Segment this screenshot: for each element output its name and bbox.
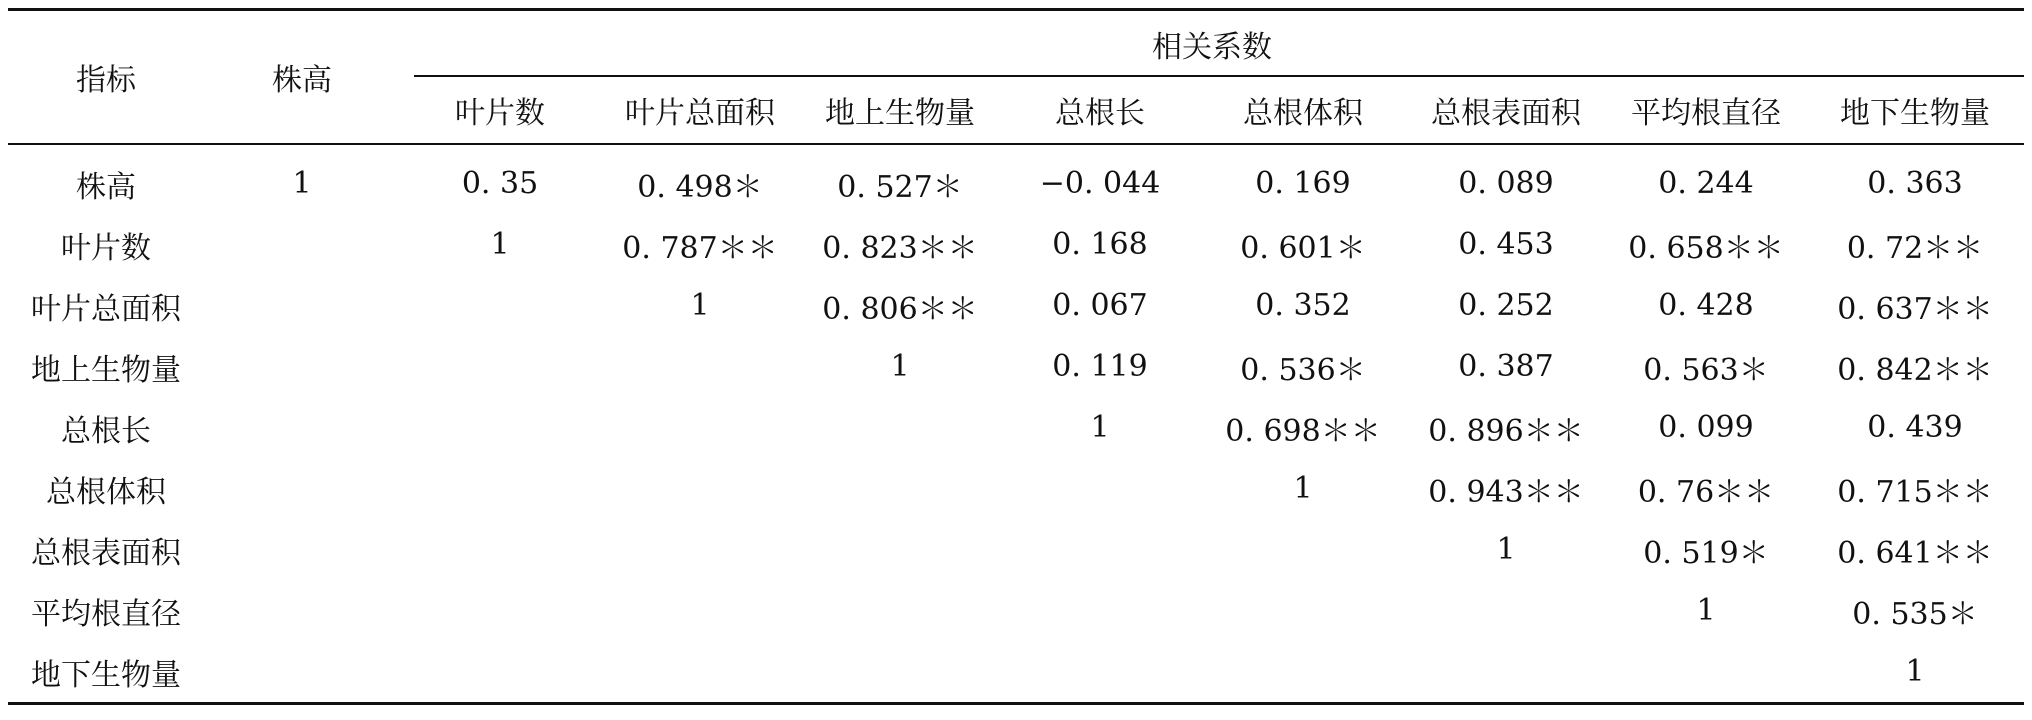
table-cell: 0. 244 (1658, 166, 1754, 201)
col-header: 叶片总面积 (600, 77, 800, 144)
table-cell (400, 397, 600, 458)
row-label: 总根长 (61, 413, 151, 449)
table-cell: 1 (1806, 641, 2024, 704)
table-cell (600, 641, 800, 704)
table-cell (1000, 580, 1200, 641)
table-cell (600, 580, 800, 641)
table-cell: 0. 72＊＊ (1846, 230, 1984, 266)
col-header: 平均根直径 (1606, 77, 1806, 144)
table-cell (1406, 580, 1606, 641)
table-cell (800, 458, 1000, 519)
correlation-table (8, 8, 2024, 705)
table-cell (1000, 519, 1200, 580)
table-cell (204, 458, 400, 519)
table-cell (204, 336, 400, 397)
row-label: 平均根直径 (31, 596, 181, 632)
col-header: 叶片数 (400, 77, 600, 144)
table-cell (800, 397, 1000, 458)
row-label: 叶片数 (61, 230, 151, 266)
table-cell: 0. 527＊ (837, 169, 963, 205)
table-cell (400, 458, 600, 519)
table-cell: 0. 943＊＊ (1428, 474, 1584, 510)
table-cell: 0. 823＊＊ (822, 230, 978, 266)
table-cell (600, 519, 800, 580)
table-cell (800, 519, 1000, 580)
table-row (8, 336, 2024, 397)
row-label: 总根体积 (46, 474, 166, 510)
table-cell (204, 275, 400, 336)
col-header-plant-height: 株高 (204, 10, 400, 145)
table-cell: 0. 715＊＊ (1837, 474, 1993, 510)
table-cell (204, 397, 400, 458)
table-cell (400, 336, 600, 397)
table-cell (204, 519, 400, 580)
row-label: 株高 (76, 169, 136, 205)
table-cell: 0. 168 (1052, 227, 1148, 262)
table-cell (400, 580, 600, 641)
table-cell: 0. 806＊＊ (822, 291, 978, 327)
table-cell: 0. 787＊＊ (622, 230, 778, 266)
table-row (8, 144, 2024, 214)
table-cell: 0. 76＊＊ (1637, 474, 1775, 510)
col-header: 总根长 (1000, 77, 1200, 144)
table-cell (1200, 641, 1406, 704)
table-cell: 0. 535＊ (1852, 596, 1978, 632)
table-row (8, 214, 2024, 275)
group-header: 相关系数 (400, 10, 2024, 78)
col-header: 地下生物量 (1806, 77, 2024, 144)
table-cell (600, 397, 800, 458)
table-cell: 0. 169 (1255, 166, 1351, 201)
group-underline (414, 75, 2024, 77)
table-cell (400, 641, 600, 704)
table-cell: 0. 658＊＊ (1628, 230, 1784, 266)
table-cell: 0. 067 (1052, 288, 1148, 323)
table-cell: 1 (690, 288, 710, 323)
row-label: 地上生物量 (31, 352, 181, 388)
table-cell: 1 (1696, 593, 1716, 628)
table-cell: 0. 35 (461, 166, 539, 201)
table-cell: 0. 842＊＊ (1837, 352, 1993, 388)
table-cell: 0. 519＊ (1643, 535, 1769, 571)
corner-header: 指标 (8, 10, 204, 145)
table-cell (1000, 641, 1200, 704)
table-cell (1200, 580, 1406, 641)
table-cell: 1 (1090, 410, 1110, 445)
table-row (8, 275, 2024, 336)
table-cell: 0. 089 (1458, 166, 1554, 201)
table-row (8, 519, 2024, 580)
row-label: 地下生物量 (8, 641, 204, 704)
table-cell: 0. 252 (1458, 288, 1554, 323)
table-cell (800, 580, 1000, 641)
table-row (8, 397, 2024, 458)
table-row (8, 641, 2024, 704)
table-cell: 0. 601＊ (1240, 230, 1366, 266)
col-header: 地上生物量 (800, 77, 1000, 144)
table-cell (1000, 458, 1200, 519)
table-cell (204, 214, 400, 275)
table-cell: 0. 536＊ (1240, 352, 1366, 388)
table-cell: 1 (490, 227, 510, 262)
table-cell: 1 (1496, 532, 1516, 567)
table-cell: 0. 563＊ (1643, 352, 1769, 388)
table-cell: 0. 387 (1458, 349, 1554, 384)
table-cell: 1 (890, 349, 910, 384)
table-cell (800, 641, 1000, 704)
table-cell: 1 (292, 166, 312, 201)
table-cell: 0. 119 (1052, 349, 1148, 384)
table-cell: 0. 698＊＊ (1225, 413, 1381, 449)
col-header: 总根体积 (1200, 77, 1406, 144)
table-cell (400, 519, 600, 580)
table-cell: 0. 439 (1867, 410, 1963, 445)
table-cell: 0. 428 (1658, 288, 1754, 323)
table-cell: 0. 453 (1458, 227, 1554, 262)
col-header: 总根表面积 (1406, 77, 1606, 144)
row-label: 总根表面积 (31, 535, 181, 571)
table-cell (204, 580, 400, 641)
table-body (8, 144, 2024, 704)
table-cell: 0. 352 (1255, 288, 1351, 323)
table-cell: 0. 641＊＊ (1837, 535, 1993, 571)
table-cell: 0. 896＊＊ (1428, 413, 1584, 449)
table-cell (1200, 519, 1406, 580)
table-cell: 0. 498＊ (637, 169, 763, 205)
table-row (8, 580, 2024, 641)
row-label: 叶片总面积 (31, 291, 181, 327)
table-cell (1606, 641, 1806, 704)
table-cell (204, 641, 400, 704)
table-cell (600, 458, 800, 519)
table-cell: 0. 637＊＊ (1837, 291, 1993, 327)
table-cell (1406, 641, 1606, 704)
table-row (8, 458, 2024, 519)
table-cell: 0. 363 (1867, 166, 1963, 201)
table-cell: −0. 044 (1039, 166, 1161, 201)
table-cell (400, 275, 600, 336)
table-cell: 1 (1293, 471, 1313, 506)
table-cell (600, 336, 800, 397)
table-cell: 0. 099 (1658, 410, 1754, 445)
